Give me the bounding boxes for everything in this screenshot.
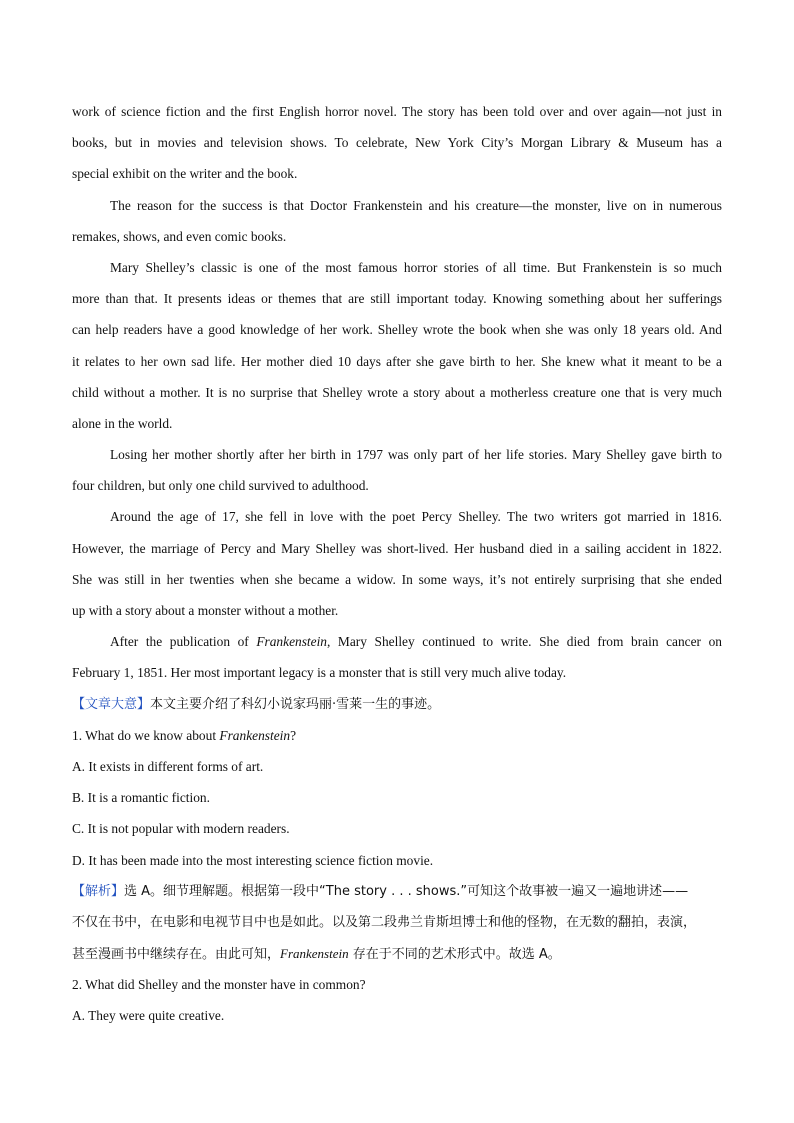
passage-line: February 1, 1851. Her most important legacy is a monster that is still very much alive today.: [72, 665, 567, 681]
analysis-text: 选 A。细节理解题。根据第一段中“The story . . . shows.”可知这个故事被一遍又一遍地讲述——: [124, 883, 689, 899]
passage-line: books, but in movies and television shows. To celebrate, New York City’s Morgan Library & Museum has a: [72, 135, 722, 151]
question-1-option-a: A. It exists in different forms of art.: [72, 758, 264, 774]
book-title-italic: Frankenstein: [256, 634, 327, 650]
summary-label: 【文章大意】: [72, 696, 151, 712]
passage-line: child without a mother. It is no surprise that Shelley wrote a story about a motherless creature one that is very much: [72, 384, 722, 400]
summary-line: [72, 689, 722, 720]
passage-line: four children, but only one child survived to adulthood.: [72, 478, 369, 494]
analysis-line: 不仅在书中，在电影和电视节目中也是如此。以及第二段弗兰肯斯坦博士和他的怪物，在无数的翻拍，表演，: [72, 914, 697, 930]
passage-line: The reason for the success is that Doctor Frankenstein and his creature—the monster, live on in numerous: [110, 197, 722, 213]
passage-line: up with a story about a monster without a mother.: [72, 603, 339, 618]
question-text: ?: [290, 727, 297, 743]
question-2-stem: 2. What did Shelley and the monster have in common?: [72, 977, 366, 993]
question-text: 1. What do we know about: [72, 727, 220, 743]
analysis-line: [72, 876, 722, 907]
passage-line: remakes, shows, and even comic books.: [72, 228, 287, 244]
passage-line: Around the age of 17, she fell in love with the poet Percy Shelley. The two writers got married in 1816.: [110, 509, 722, 525]
question-1-option-d: D. It has been made into the most interesting science fiction movie.: [72, 852, 434, 868]
passage-text: After the publication of: [110, 634, 257, 650]
question-1-option-b: B. It is a romantic fiction.: [72, 790, 210, 806]
passage-line: Mary Shelley’s classic is one of the most famous horror stories of all time. But Frankenstein is so much: [110, 259, 722, 275]
document-page: [72, 96, 722, 1032]
question-2-option-a: A. They were quite creative.: [72, 1008, 225, 1024]
question-1-stem: [72, 720, 722, 751]
passage-text: , Mary Shelley continued to write. She died from brain cancer on: [327, 634, 722, 650]
passage-line: can help readers have a good knowledge of her work. Shelley wrote the book when she was only 18 years old. And: [72, 322, 722, 338]
analysis-line: [72, 938, 722, 969]
passage-line: it relates to her own sad life. Her mother died 10 days after she gave birth to her. She knew what it meant to be a: [72, 353, 722, 369]
question-1-option-c: C. It is not popular with modern readers.: [72, 821, 290, 837]
passage-line: more than that. It presents ideas or themes that are still important today. Knowing something about her sufferings: [72, 291, 722, 307]
analysis-text: 甚至漫画书中继续存在。由此可知，: [72, 947, 281, 963]
summary-text: 本文主要介绍了科幻小说家玛丽·雪莱一生的事迹。: [150, 696, 441, 712]
passage: [72, 96, 722, 626]
book-title-italic: Frankenstein: [219, 727, 291, 743]
analysis-label: 【解析】: [72, 883, 125, 899]
analysis-text: 存在于不同的艺术形式中。故选 A。: [348, 947, 561, 963]
passage-line: alone in the world.: [72, 415, 173, 431]
book-title-italic: Frankenstein: [280, 946, 349, 962]
passage-line: Losing her mother shortly after her birth in 1797 was only part of her life stories. Mary Shelley gave birth to: [110, 447, 722, 463]
passage-line: She was still in her twenties when she became a widow. In some ways, it’s not entirely surprising that she ended: [72, 571, 722, 587]
passage-line: However, the marriage of Percy and Mary Shelley was short-lived. Her husband died in a sailing accident in 1822.: [72, 540, 722, 556]
passage-line: [72, 626, 722, 657]
passage-line: work of science fiction and the first English horror novel. The story has been told over and over again—not just in: [72, 104, 722, 119]
passage-line: special exhibit on the writer and the book.: [72, 166, 298, 182]
